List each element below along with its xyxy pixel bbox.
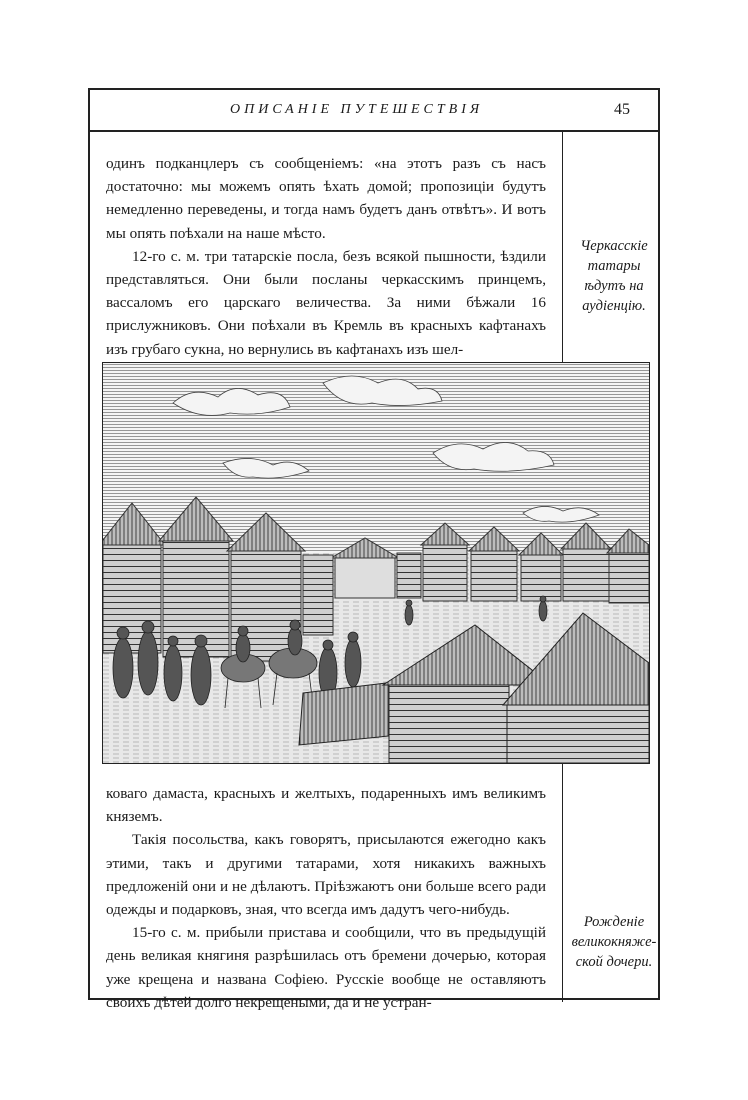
page-header xyxy=(90,90,658,132)
engraving-illustration xyxy=(102,362,650,764)
margin-note-line: Рожденіе xyxy=(583,914,645,930)
text-block-top xyxy=(106,152,546,361)
page-number: 45 xyxy=(614,101,630,118)
margin-rule-top xyxy=(562,130,563,362)
paragraph: одинъ подканцлеръ съ сообщеніемъ: «на этотъ разъ съ насъ достаточно: мы можемъ опять ѣхать домой; пропозиціи будутъ немедленно переведены, и тогда намъ будетъ данъ отвѣтъ». И вотъ мы опять поѣхали на наше мѣсто. xyxy=(106,155,546,242)
running-title: ОПИСАНІЕ ПУТЕШЕСТВІЯ xyxy=(230,102,484,117)
margin-note-line: аудіенцію. xyxy=(582,298,646,314)
paragraph: коваго дамаста, красныхъ и желтыхъ, подаренныхъ имъ великимъ княземъ. xyxy=(106,785,546,826)
paragraph: 12-го с. м. три татарскіе посла, безъ всякой пышности, ѣздили представляться. Они были посланы черкасскимъ принцемъ, вассаломъ его царскаго величества. За ними бѣжали 16 прислужниковъ. Они поѣхали въ Кремль въ красныхъ кафтанахъ изъ грубаго сукна, но вернулись въ кафтанахъ изъ шел- xyxy=(106,247,546,358)
margin-note-line: татары xyxy=(587,258,641,274)
engraving-picture xyxy=(103,363,649,763)
paragraph: Такія посольства, какъ говорятъ, присылаются ежегодно какъ этими, такъ и другими татарами, хотя никакихъ важныхъ предложеній они и не дѣлаютъ. Пріѣзжаютъ они больше всего ради одежды и подарковъ, зная, что всегда имъ дадутъ чего-нибудь. xyxy=(106,831,546,919)
margin-note-daughter-birth xyxy=(568,912,660,972)
margin-note-line: ѣдутъ на xyxy=(584,278,644,294)
margin-note-line: ской дочери. xyxy=(575,954,653,970)
page-frame xyxy=(88,88,660,1011)
margin-note-cherkassy-tatars xyxy=(568,236,660,316)
margin-note-line: великокняже- xyxy=(571,934,657,950)
margin-rule-bottom xyxy=(562,764,563,1002)
margin-note-line: Черкасскіе xyxy=(580,238,648,254)
text-block-bottom xyxy=(106,782,546,1014)
paragraph: 15-го с. м. прибыли пристава и сообщили, что въ предыдущій день великая княгиня разрѣшилась отъ бремени дочерью, которая уже крещена и названа Софіею. Русскіе вообще не оставляютъ своихъ дѣтей долго некрещеными, да и не устран- xyxy=(106,924,546,1011)
